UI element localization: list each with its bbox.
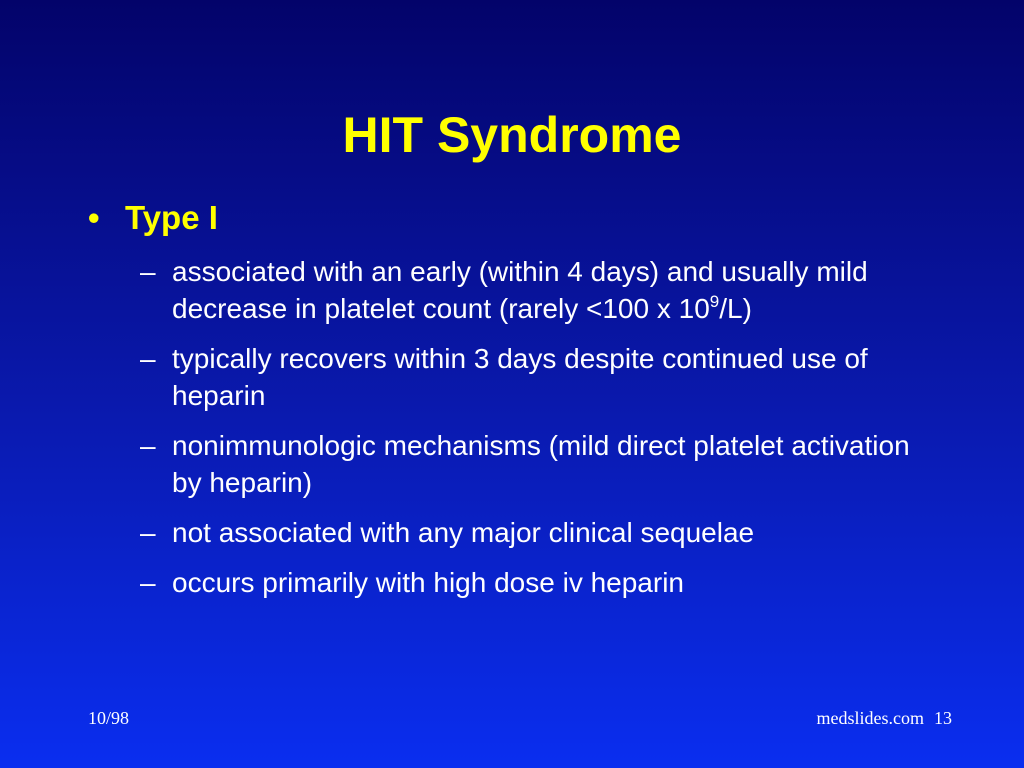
slide-number: 13 (934, 708, 952, 728)
dash-marker: – (140, 430, 156, 461)
footer-source (817, 708, 952, 729)
list-item-text: typically recovers within 3 days despite continued use of heparin (172, 343, 868, 411)
list-item-text: occurs primarily with high dose iv heparin (172, 567, 684, 598)
superscript: 9 (709, 292, 720, 311)
list-item-tail: /L) (719, 293, 752, 324)
list-item (140, 253, 940, 327)
list-item (140, 514, 940, 551)
dash-marker: – (140, 343, 156, 374)
dash-marker: – (140, 567, 156, 598)
dash-marker: – (140, 517, 156, 548)
dash-marker: – (140, 256, 156, 287)
slide-title: HIT Syndrome (342, 107, 682, 163)
list-item-text: associated with an early (within 4 days) and usually mild decrease in platelet count (rarely <100 x 10 (172, 256, 868, 324)
list-item-text: nonimmunologic mechanisms (mild direct platelet activation by heparin) (172, 430, 910, 498)
bullet-label: Type I (125, 199, 218, 236)
footer-date: 10/98 (88, 708, 130, 728)
list-item (140, 564, 940, 601)
footer-source-text: medslides.com (816, 708, 924, 728)
list-item-text: not associated with any major clinical sequelae (172, 517, 755, 548)
sub-bullet-list (140, 253, 940, 614)
bullet-type-i (88, 196, 218, 240)
list-item (140, 427, 940, 501)
bullet-marker: • (88, 199, 100, 236)
list-item (140, 340, 940, 414)
